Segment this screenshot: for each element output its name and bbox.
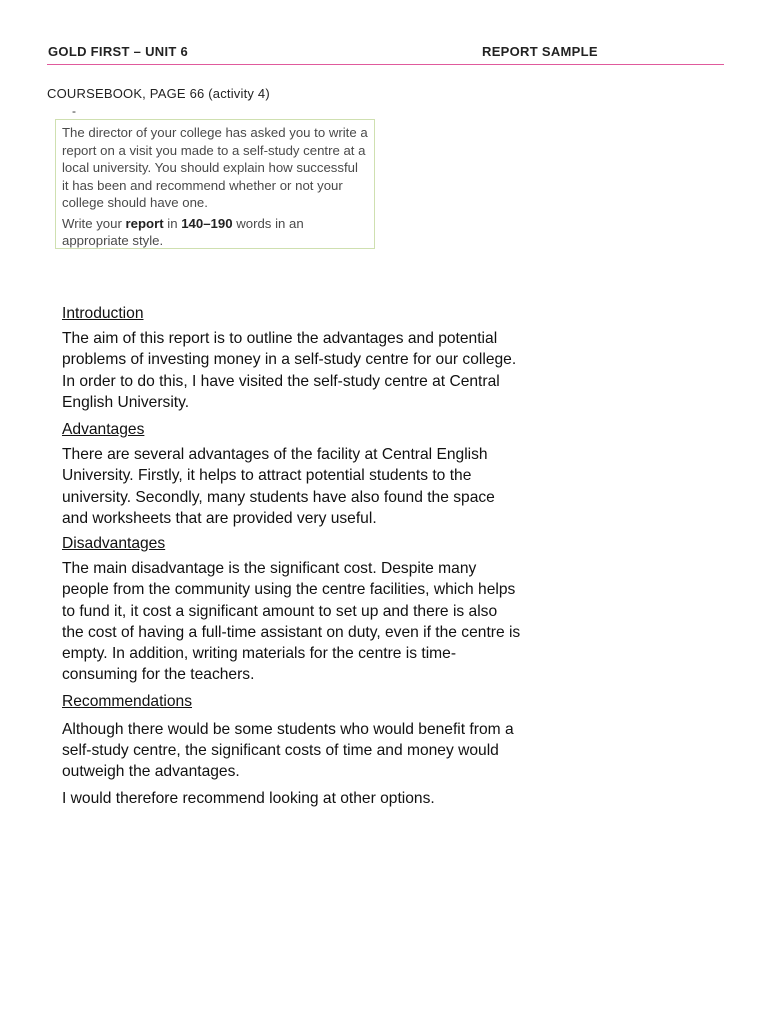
stray-dash: - (72, 104, 76, 118)
introduction-heading: Introduction (62, 305, 144, 322)
recommendations-conclusion: I would therefore recommend looking at other options. (62, 790, 435, 808)
header-unit-title: GOLD FIRST – UNIT 6 (48, 44, 189, 59)
task-report-word: report (125, 215, 164, 231)
page-header (47, 44, 724, 65)
task-paragraph-2 (62, 215, 368, 250)
task-p2-mid: in (163, 215, 182, 231)
report-body (62, 303, 522, 809)
recommendations-text: Although there would be some students who would benefit from a self-study centre, the significant costs of time and money would outweigh the advantages. (62, 720, 514, 781)
task-paragraph-1: The director of your college has asked you to write a report on a visit you made to a self-study centre at a local university. You should explain how successful it has been and recommend whether or not your college should have one. (62, 125, 368, 210)
advantages-heading: Advantages (62, 421, 145, 439)
recommendations-heading: Recommendations (62, 693, 193, 711)
header-report-sample: REPORT SAMPLE (482, 44, 598, 59)
advantages-text: There are several advantages of the facility at Central English University. Firstly, it helps to attract potential students to the university. Secondly, many students have also found the space and worksheets that are provided very useful. (62, 446, 495, 527)
task-p2-pre: Write your (62, 215, 126, 231)
task-instructions-box (55, 119, 375, 249)
task-p2-post: words in an appropriate style. (62, 215, 304, 248)
disadvantages-heading: Disadvantages (62, 535, 166, 553)
disadvantages-text: The main disadvantage is the significant cost. Despite many people from the community using the centre facilities, which helps to fund it, it cost a significant amount to set up and there is also the cost of having a full-time assistant on duty, even if the centre is empty. In addition, writing materials for the centre is time-consuming for the teachers. (62, 560, 521, 684)
coursebook-reference: COURSEBOOK, PAGE 66 (activity 4) (47, 86, 270, 101)
introduction-text: The aim of this report is to outline the advantages and potential problems of investing money in a self-study centre for our college. In order to do this, I have visited the self-study centre at Central English University. (62, 330, 517, 411)
task-word-count: 140–190 (181, 215, 233, 231)
